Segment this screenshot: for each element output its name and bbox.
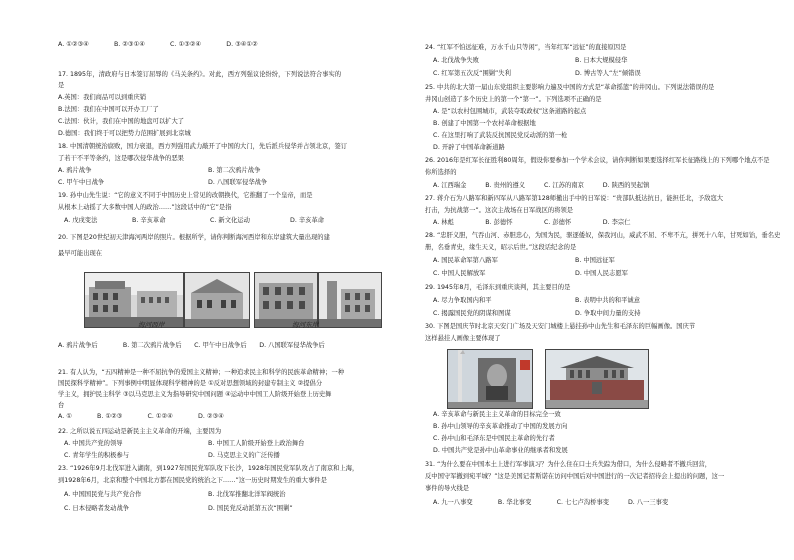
q28-option-b: B. 中国远征军 bbox=[575, 257, 615, 264]
q19-option-d: D. 辛亥革命 bbox=[290, 217, 325, 224]
q23-option-a: A. 中国国民党与共产党合作 bbox=[64, 491, 142, 498]
q18-stem: 18. 中国清朝统治腐败，国力衰退，西方列强用武力敲开了中国的大门，先后派兵侵华并占领北京，签订 bbox=[58, 143, 348, 150]
q21-options: A. ① B. ①②③ C. ①②④ D. ②③④ bbox=[58, 413, 224, 420]
q22-stem: 22. 之所以说五四运动是新民主主义革命的开端，主要因为 bbox=[58, 428, 222, 435]
west-bank-caption: 海河西岸 bbox=[138, 321, 165, 329]
q21-line-1: 21. 有人认为，“五四精神是一种不屈抗争的爱国主义精神；一种追求民主和科学的民族革命精神；一种 bbox=[58, 369, 345, 376]
east-bank-caption: 海河东岸 bbox=[292, 321, 319, 329]
east-bank-photo-2 bbox=[318, 272, 382, 328]
q22-option-b: B. 中国工人阶级开始登上政治舞台 bbox=[208, 440, 305, 447]
q23-option-c: C. 日本侵略者发动战争 bbox=[64, 505, 130, 512]
q25-option-a: A. 是“以农村包围城市，武装夺取政权”这条道路的起点 bbox=[433, 108, 587, 115]
q29-option-a: A. 尽力争取国内和平 bbox=[433, 297, 492, 304]
q28-line-2: 册，名垂青史，缘生天义，昭示后世。”这段话纪念的是 bbox=[425, 244, 577, 251]
q19-option-b: B. 辛亥革命 bbox=[132, 217, 166, 224]
tiananmen-photo bbox=[545, 349, 649, 409]
q28-option-a: A. 国民革命军第八路军 bbox=[433, 257, 498, 264]
q18-option-d: D. 八国联军侵华战争 bbox=[208, 179, 268, 186]
q29-option-c: C. 揭露国民党的阴谋和图谋 bbox=[433, 310, 511, 317]
q29-stem: 29. 1945年8月，毛泽东到重庆谈判，其主要目的是 bbox=[425, 284, 571, 291]
q30-option-d: D. 中国共产党是孙中山革命事业的继承者和发展 bbox=[433, 447, 568, 454]
q24-option-a: A. 北伐战争失败 bbox=[433, 57, 479, 64]
q23-line-1: 23. “1926年9月北伐军进入湖南，到1927年国民党军队攻下长沙，1928年国民党军队攻占了南京和上海， bbox=[58, 465, 359, 472]
q25-option-d: D. 开辟了中国革命新道路 bbox=[433, 144, 505, 151]
q19-option-c: C. 新文化运动 bbox=[210, 217, 250, 224]
q18-option-c: C. 甲午中日战争 bbox=[58, 179, 105, 186]
q31-line-2: 反中国守军撤到宛平城？”这是美国记者斯诺在访问中国后对中国进行的一次记者招待会上提出的问题，这一 bbox=[425, 473, 725, 480]
q21-line-4: 台 bbox=[58, 402, 65, 409]
q16-options: A. ①②③④ B. ②③①④ C. ①③②④ D. ③④①② bbox=[58, 41, 258, 48]
q31-options: A. 九一八事变 B. 华北事变 C. 七七卢沟桥事变 D. 八一三事变 bbox=[433, 499, 669, 506]
sun-yat-sen-portrait-photo bbox=[447, 349, 533, 409]
q18-option-a: A. 鸦片战争 bbox=[58, 167, 92, 174]
q20-stem: 20. 下图是20世纪初天津海河两岸的照片。根据所学，请你判断海河西岸和东岸建筑大量出现的建 bbox=[58, 234, 330, 241]
q17-option-b: B.法国：我们在中国可以开办工厂了 bbox=[58, 106, 159, 113]
q30-line-1: 30. 下图是国庆节时北京天安门广场及天安门城楼上悬挂孙中山先生和毛泽东的巨幅画像。国庆节 bbox=[425, 323, 696, 330]
q29-option-d: D. 争取中间力量的支持 bbox=[575, 310, 641, 317]
q27-line-2: 打击，为抗战第一”。这次主战场在日军战区的将领是 bbox=[425, 207, 574, 214]
q29-option-b: B. 表明中共的和平诚意 bbox=[575, 297, 640, 304]
q31-line-3: 事件的导火线是 bbox=[425, 485, 470, 492]
q22-option-d: D. 马克思主义的广泛传播 bbox=[208, 452, 280, 459]
q17-stem: 17. 1895年，清政府与日本签订屈辱的《马关条约》。对此，西方列强议论纷纷，下列说法符合事实的 bbox=[58, 71, 342, 78]
q17-stem-2: 是 bbox=[58, 82, 65, 89]
q30-option-a: A. 辛亥革命与新民主主义革命的目标完全一致 bbox=[433, 411, 561, 418]
q19-stem-2: 从根本上动摇了大多数中国人的政治……”这段话中的“它”是指 bbox=[58, 204, 232, 211]
q17-option-a: A.英国：我们商品可以到重庆销 bbox=[58, 94, 147, 101]
q27-options: A. 林彪 B. 彭德怀 C. 彭德怀 D. 李宗仁 bbox=[433, 219, 631, 226]
q28-option-d: D. 中国人民志愿军 bbox=[575, 270, 628, 277]
q26-options: A. 江西瑞金 B. 贵州的遵义 C. 江苏的南京 D. 陕西的吴起镇 bbox=[433, 182, 650, 189]
q24-stem: 24. “红军不怕远征难，万水千山只等闲”，当年红军“远征”的直接原因是 bbox=[425, 44, 627, 51]
q23-option-b: B. 北伐军推翻北洋军阀统治 bbox=[208, 491, 286, 498]
q30-option-c: C. 孙中山和毛泽东是中国民主革命的先行者 bbox=[433, 435, 555, 442]
q25-line-1: 25. 中共的北大第一届山东党组织主要影响力遍及中国的方式是“革命摇篮”的井冈山。下列说法错误的是 bbox=[425, 84, 715, 91]
q31-line-1: 31. “为什么要在中国本土上进行军事演习？为什么住在口士兵失踪为借口，为什么侵略者不撤兵回营， bbox=[425, 461, 712, 468]
q17-option-c: C.法国：伙计，我们在中国的地盘可以扩大了 bbox=[58, 118, 185, 125]
q19-stem: 19. 孙中山先生说：“它的意义不同于中国历史上常见的改朝换代，它推翻了一个皇帝，而是 bbox=[58, 192, 313, 199]
q18-stem-2: 了若干不平等条约，这是哪次侵华战争的恶果 bbox=[58, 155, 184, 162]
q26-stem-2: 你所选择的 bbox=[425, 169, 457, 176]
q21-line-3: 学主义，拥护民主科学 ③以马克思主义为指导研究中国问题 ④运动中中国工人阶级开始登上历史舞 bbox=[58, 391, 332, 398]
q20-stem-2: 最早可能出现在 bbox=[58, 250, 103, 257]
q22-option-a: A. 中国共产党的领导 bbox=[64, 440, 123, 447]
q24-option-c: C. 红军第五次反“围剿”失利 bbox=[433, 70, 511, 77]
q25-option-b: B. 创建了中国第一个农村革命根据地 bbox=[433, 120, 536, 127]
q21-line-2: 国民探科学精神”。下列事例中明显体现科学精神的是 ①反对思想领域的封建专制主义 ②提倡分 bbox=[58, 380, 323, 387]
west-bank-photo bbox=[84, 272, 184, 328]
q23-option-d: D. 国民党反动派第五次“围剿” bbox=[208, 505, 293, 512]
q28-line-1: 28. “忠肝义胆，气吞山河、赤胆忠心，为国为民，驱逐倭奴，保我河山，威武不屈、不卑不亢，拼死十八年，甘死如饴，垂名史 bbox=[425, 232, 781, 239]
q30-line-2: 这样悬挂人画像主要体现了 bbox=[425, 335, 501, 342]
q24-option-d: D. 博古等人“左”倾错误 bbox=[575, 70, 641, 77]
q26-stem: 26. 2016年是红军长征胜利80周年，假设你要参加一个学术会议，请你判断如果要选择红军长征路线上的下列哪个地点不是 bbox=[425, 157, 770, 164]
q30-option-b: B. 孙中山领导的辛亥革命推动了中国的发展方向 bbox=[433, 423, 568, 430]
q25-option-c: C. 在这里打响了武装反抗国民党反动派的第一枪 bbox=[433, 132, 568, 139]
q27-line-1: 27. 蒋介石为八路军和新四军从八路军第128师撤出手中的日军说：“贵部队抵达抗日，能担任北，予敌寇大 bbox=[425, 195, 724, 202]
q18-option-b: B. 第二次鸦片战争 bbox=[208, 167, 261, 174]
q23-line-2: 到1928年6月，北京和整个中国北方都在国民党的统治之下……”这一历史时期发生的重大事件是 bbox=[58, 477, 327, 484]
q19-option-a: A. 戊戌变法 bbox=[64, 217, 98, 224]
q17-option-d: D.德国：我们终于可以把势力范围扩展到北京城 bbox=[58, 130, 191, 137]
q20-options: A. 鸦片战争后 B. 第二次鸦片战争后 C. 甲午中日战争后 D. 八国联军侵华战争后 bbox=[58, 342, 325, 349]
q28-option-c: C. 中国人民解放军 bbox=[433, 270, 486, 277]
q24-option-b: B. 日本大规模侵华 bbox=[575, 57, 628, 64]
q25-line-2: 井冈山创造了多个历史上的第一个“第一”。下列选项不正确的是 bbox=[425, 96, 602, 103]
west-bank-photo-2 bbox=[184, 272, 250, 328]
q22-option-c: C. 青年学生的积极参与 bbox=[64, 452, 130, 459]
